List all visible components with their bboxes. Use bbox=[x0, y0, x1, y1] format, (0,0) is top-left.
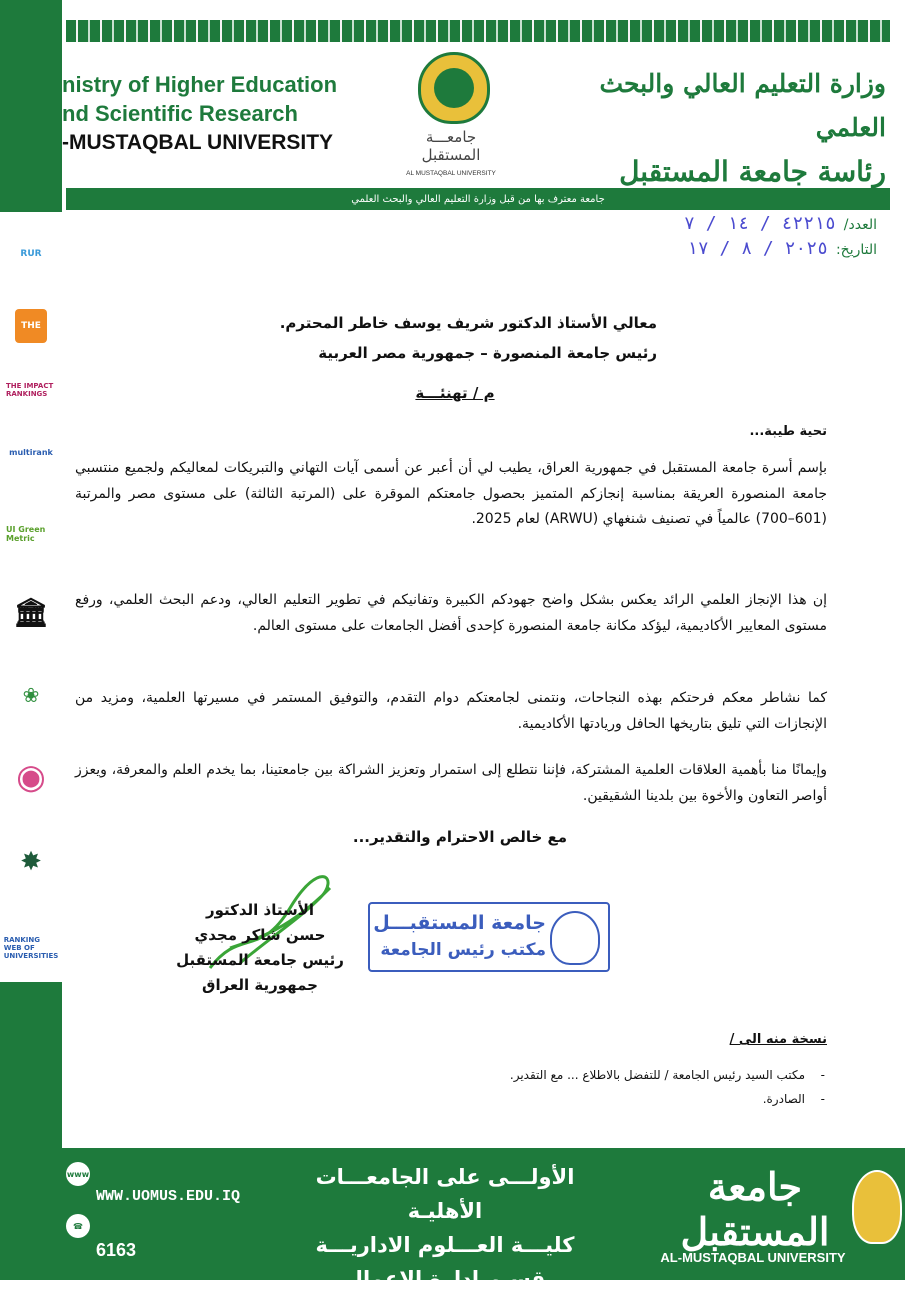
footer-line2: كليـــة العـــلوم الاداريـــة bbox=[315, 1233, 575, 1257]
footer-english-name: AL-MUSTAQBAL UNIVERSITY bbox=[660, 1250, 846, 1265]
addressee-line2: رئيس جامعة المنصورة – جمهورية مصر العربية bbox=[318, 344, 657, 362]
addressee-line1: معالي الأستاذ الدكتور شريف يوسف خاطر المحترم. bbox=[279, 314, 657, 332]
closing: مع خالص الاحترام والتقدير... bbox=[352, 828, 568, 846]
footer-website[interactable]: WWW.UOMUS.EDU.IQ bbox=[96, 1188, 241, 1205]
arab-universities-logo: ❀ bbox=[22, 683, 40, 707]
footer-arabic-name: جامعة المستقبل bbox=[680, 1164, 830, 1254]
subject: م / تهنئـــة bbox=[415, 384, 495, 402]
cc-dash-1: - bbox=[820, 1068, 825, 1082]
greeting: تحية طيبة... bbox=[749, 424, 827, 439]
globe-icon: www bbox=[66, 1162, 90, 1186]
cc-item-2: الصادرة. bbox=[762, 1092, 805, 1106]
columns-icon: 🏛 bbox=[13, 595, 49, 629]
number-label: العدد/ bbox=[843, 217, 877, 233]
cc-item-1: مكتب السيد رئيس الجامعة / للتفضل بالاطلاع ... مع التقدير. bbox=[509, 1068, 805, 1082]
office-stamp bbox=[368, 902, 610, 972]
stamp-line1: جامعة المستقبـــل bbox=[373, 912, 546, 934]
the-impact-logo: THE IMPACT RANKINGS bbox=[6, 382, 54, 398]
footer bbox=[0, 1148, 905, 1291]
arabic-header bbox=[556, 62, 886, 194]
stamp-line2: مكتب رئيس الجامعة bbox=[380, 940, 546, 960]
en-header-line2: nd Scientific Research bbox=[62, 101, 298, 126]
paragraph-2: إن هذا الإنجاز العلمي الرائد يعكس بشكل واضح جهودكم الكبيرة وتفانيكم في تطوير التعليم العالي، ودعم البحث العلمي، ورفع مستوى المعايير الأكاديمية، ليؤكد مكانة جامعة المنصورة كإحدى أفضل الجامعات على مستوى العالم. bbox=[75, 592, 827, 634]
header-pattern-band bbox=[66, 20, 890, 42]
en-header-line3: -MUSTAQBAL UNIVERSITY bbox=[62, 131, 334, 154]
letter-meta bbox=[577, 212, 877, 262]
date-value: ٢٠٢٥ / ٨ / ١٧ bbox=[687, 238, 828, 259]
logo-ar-line1: جامعـــة bbox=[425, 128, 477, 146]
footer-line1: الأولـــى على الجامعـــات الأهليـة bbox=[315, 1165, 575, 1223]
paragraph-3: كما نشاطر معكم فرحتكم بهذه النجاحات، ونتمنى لجامعتكم دوام التقدم، والتوفيق المستمر في مسيرتها العلمية، ومزيد من الإنجازات التي تليق بتاريخها الحافل وريادتها الأكاديمية. bbox=[75, 690, 827, 732]
footer-line3: قسـم ادارة الاعمال bbox=[344, 1267, 546, 1291]
greenmetric-logo: UI Green Metric bbox=[6, 525, 46, 543]
stamp-seal-icon bbox=[550, 911, 600, 965]
accreditation-bar: جامعة معترف بها من قبل وزارة التعليم العالي والبحث العلمي bbox=[66, 188, 890, 210]
phone-icon: ☎ bbox=[66, 1214, 90, 1238]
logo-ar-line2: المستقبل bbox=[421, 146, 481, 164]
ar-header-line2: رئاسة جامعة المستقبل bbox=[619, 155, 886, 188]
signatory-title: الأستاذ الدكتور bbox=[205, 901, 315, 919]
logo-arabic-name bbox=[378, 128, 524, 164]
multirank-logo: multirank bbox=[9, 447, 53, 457]
logo-english-name: AL MUSTAQBAL UNIVERSITY bbox=[406, 170, 496, 177]
footer-college bbox=[290, 1160, 600, 1296]
the-logo: THE bbox=[6, 298, 56, 354]
cc-dash-2: - bbox=[820, 1092, 825, 1106]
university-logo bbox=[418, 52, 490, 124]
paragraph-1: بإسم أسرة جامعة المستقبل في جمهورية العراق، يطيب لي أن أعبر عن أسمى آيات التهاني والتبريكات لمعاليكم ولجميع منتسبي جامعة المنصورة العريقة بمناسبة إنجازكم المتميز بحصول جامعتكم الموقرة على (المرتبة الثالثة) على مستوى مصر والمرتبة (601–700) عالمياً في تصنيف شنغهاي (ARWU) لعام 2025. bbox=[75, 460, 827, 527]
signatory-name: حسن شاكر مجدي bbox=[194, 926, 326, 944]
en-header-line1: nistry of Higher Education bbox=[62, 72, 338, 97]
date-label: التاريخ: bbox=[835, 242, 877, 258]
footer-icons bbox=[66, 1162, 90, 1266]
addressee bbox=[237, 308, 657, 368]
paragraph-4: وإيمانًا منا بأهمية العلاقات العلمية المشتركة، فإننا نتطلع إلى استمرار وتعزيز الشراكة بين جامعتينا، بما يخدم العلم والمعرفة، ويعزز أواصر التعاون والأخوة بين بلدينا الشقيقين. bbox=[75, 762, 827, 804]
number-value: ٤٢٢١٥ / ١٤ / ٧ bbox=[684, 213, 836, 234]
ar-header-line1: وزارة التعليم العالي والبحث العلمي bbox=[599, 69, 886, 142]
english-header bbox=[62, 70, 362, 157]
footer-phone[interactable]: 6163 bbox=[96, 1240, 137, 1260]
signatory-block bbox=[160, 898, 360, 998]
sdg-wheel-icon: ◉ bbox=[16, 757, 46, 797]
signatory-position: رئيس جامعة المستقبل bbox=[176, 951, 344, 969]
cc-title: نسخة منه الى / bbox=[729, 1032, 827, 1047]
footer-university-logo bbox=[852, 1170, 902, 1244]
rur-logo: RUR bbox=[20, 249, 42, 259]
ranking-web-logo: RANKING WEB OF UNIVERSITIES bbox=[3, 936, 59, 960]
federation-arab-engineers-logo: ✸ bbox=[20, 847, 42, 877]
signatory-country: جمهورية العراق bbox=[202, 976, 318, 994]
ranking-logos-panel bbox=[0, 212, 62, 982]
